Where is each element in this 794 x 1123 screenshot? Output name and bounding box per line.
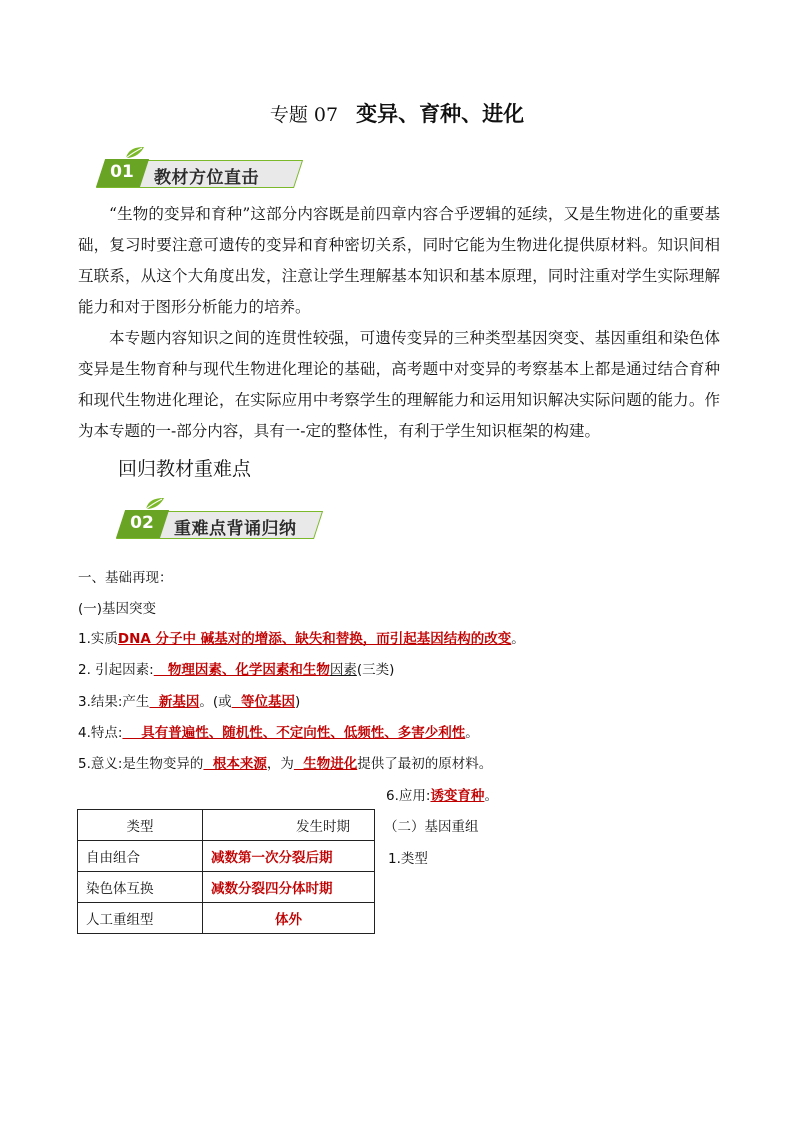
item-causes bbox=[78, 662, 394, 678]
answer-text: 诱变育种 bbox=[430, 788, 485, 804]
item-middle: 。(或 bbox=[199, 694, 232, 710]
item-label: 6.应用: bbox=[386, 788, 431, 804]
table-cell: 体外 bbox=[203, 903, 375, 934]
table-cell: 减数分裂四分体时期 bbox=[203, 872, 375, 903]
title-prefix: 专题 07 bbox=[269, 104, 339, 126]
answer-text: 新基因 bbox=[149, 694, 200, 710]
item-label: 4.特点: bbox=[78, 725, 123, 741]
leaf-icon bbox=[124, 146, 146, 159]
item-result bbox=[78, 694, 300, 710]
item-types: 1.类型 bbox=[388, 851, 428, 867]
recombination-table bbox=[77, 809, 375, 934]
subsection-gene-mutation: (一)基因突变 bbox=[78, 601, 157, 617]
item-label: 3.结果:产生 bbox=[78, 694, 150, 710]
table-cell: 自由组合 bbox=[78, 841, 203, 872]
item-underlined: 因素 bbox=[329, 662, 357, 678]
item-features bbox=[78, 725, 479, 741]
answer-text: DNA 分子中 碱基对的增添、缺失和替换，而引起基因结构的改变 bbox=[117, 631, 512, 647]
banner-number: 02 bbox=[130, 513, 154, 533]
table-row bbox=[78, 841, 375, 872]
intro-text bbox=[78, 199, 720, 447]
answer-text: 物理因素、化学因素和生物 bbox=[153, 662, 330, 678]
answer-text: 等位基因 bbox=[231, 694, 296, 710]
intro-paragraph-1: “生物的变异和育种”这部分内容既是前四章内容合乎逻辑的延续，又是生物进化的重要基础，复习时要注意可遗传的变异和育种密切关系，同时它能为生物进化提供原材料。知识间相互联系，从这个大角度出发，注意让学生理解基本知识和基本原理，同时注重对学生实际理解能力和对于图形分析能力的培养。 bbox=[78, 205, 720, 316]
item-essence bbox=[78, 631, 525, 647]
subsection-gene-recombination: （二）基因重组 bbox=[384, 819, 479, 835]
banner-label: 重难点背诵归纳 bbox=[174, 519, 297, 539]
table-header: 类型 bbox=[78, 810, 203, 841]
answer-text: 生物进化 bbox=[293, 756, 358, 772]
table-cell: 染色体互换 bbox=[78, 872, 203, 903]
banner-label: 教材方位直击 bbox=[154, 168, 259, 188]
table-row bbox=[78, 872, 375, 903]
section-banner-01 bbox=[96, 156, 306, 190]
banner-number: 01 bbox=[110, 162, 134, 182]
table-header: 发生时期 bbox=[203, 810, 375, 841]
intro-paragraph-2: 本专题内容知识之间的连贯性较强，可遗传变异的三种类型基因突变、基因重组和染色体变异是生物育种与现代生物进化理论的基础，高考题中对变异的考察基本上都是通过结合育种和现代生物进化理论，在实际应用中考察学生的理解能力和运用知识解决实际问题的能力。作为本专题的一-部分内容，具有一-定的整体性，有利于学生知识框架的构建。 bbox=[78, 329, 720, 440]
table-cell: 减数第一次分裂后期 bbox=[203, 841, 375, 872]
page-title bbox=[0, 98, 794, 128]
answer-text: 根本来源 bbox=[203, 756, 267, 772]
answer-text: 具有普遍性、随机性、不定向性、低频性、多害少利性 bbox=[122, 725, 466, 741]
item-suffix: 提供了最初的原材料。 bbox=[357, 756, 493, 772]
item-suffix: 。 bbox=[511, 631, 525, 647]
leaf-icon bbox=[144, 497, 166, 510]
item-suffix: 。 bbox=[465, 725, 479, 741]
item-application bbox=[386, 788, 498, 804]
item-significance bbox=[78, 756, 492, 772]
table-header-row bbox=[78, 810, 375, 841]
title-main: 变异、育种、进化 bbox=[356, 102, 525, 126]
section-banner-02 bbox=[116, 507, 316, 541]
table-row bbox=[78, 903, 375, 934]
item-label: 2. 引起因素: bbox=[78, 662, 154, 678]
item-suffix: ) bbox=[295, 694, 301, 710]
heading-review: 回归教材重难点 bbox=[118, 458, 252, 480]
item-label: 1.实质 bbox=[78, 631, 118, 647]
item-suffix: (三类) bbox=[356, 662, 395, 678]
item-middle: ，为 bbox=[266, 756, 294, 772]
section-title: 一、基础再现： bbox=[78, 570, 173, 586]
table-cell: 人工重组型 bbox=[78, 903, 203, 934]
item-label: 5.意义:是生物变异的 bbox=[78, 756, 204, 772]
item-suffix: 。 bbox=[484, 788, 498, 804]
